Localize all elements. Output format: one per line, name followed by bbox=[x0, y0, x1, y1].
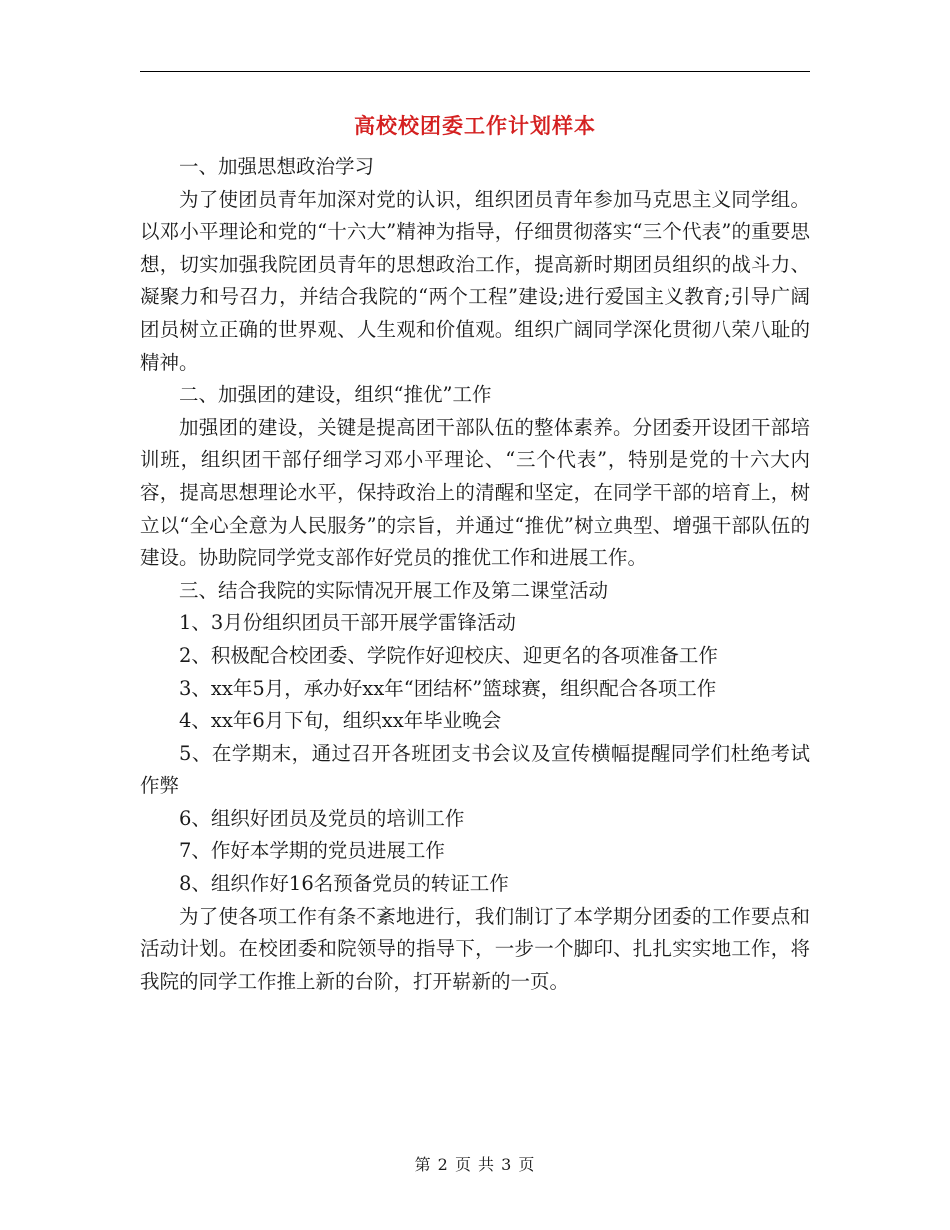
section-heading-2: 二、加强团的建设，组织“推优”工作 bbox=[179, 383, 492, 407]
list-item: 8、组织作好16名预备党员的转证工作 bbox=[179, 872, 509, 896]
paragraph: 为了使团员青年加深对党的认识，组织团员青年参加马克思主义同学组。以邓小平理论和党的“十六大”精神为指导，仔细贯彻落实“三个代表”的重要思想，切实加强我院团员青年的思想政治工作，提高新时期团员组织的战斗力、凝聚力和号召力，并结合我院的“两个工程”建设;进行爱国主义教育;引导广阔团员树立正确的世界观、人生观和价值观。组织广阔同学深化贯彻八荣八耻的精神。 bbox=[140, 187, 811, 374]
document-title: 高校校团委工作计划样本 bbox=[354, 113, 596, 138]
list-item: 5、在学期末，通过召开各班团支书会议及宣传横幅提醒同学们杜绝考试作弊 bbox=[140, 741, 810, 798]
section-heading-1: 一、加强思想政治学习 bbox=[179, 155, 375, 178]
list-item: 6、组织好团员及党员的培训工作 bbox=[179, 806, 465, 830]
list-item: 4、xx年6月下旬，组织xx年毕业晚会 bbox=[179, 709, 502, 733]
paragraph: 加强团的建设，关键是提高团干部队伍的整体素养。分团委开设团干部培训班，组织团干部仔细学习邓小平理论、“三个代表”，特别是党的十六大内容，提高思想理论水平，保持政治上的清醒和坚定，在同学干部的培育上，树立以“全心全意为人民服务”的宗旨，并通过“推优”树立典型、增强干部队伍的建设。协助院同学党支部作好党员的推优工作和进展工作。 bbox=[140, 415, 810, 570]
header-rule bbox=[140, 71, 810, 72]
document-body bbox=[140, 151, 810, 998]
list-item: 1、3月份组织团员干部开展学雷锋活动 bbox=[179, 611, 516, 635]
list-item: 2、积极配合校团委、学院作好迎校庆、迎更名的各项准备工作 bbox=[179, 643, 718, 667]
list-item: 3、xx年5月，承办好xx年“团结杯”篮球赛，组织配合各项工作 bbox=[179, 676, 717, 700]
paragraph: 为了使各项工作有条不紊地进行，我们制订了本学期分团委的工作要点和活动计划。在校团委和院领导的指导下，一步一个脚印、扎扎实实地工作，将我院的同学工作推上新的台阶，打开崭新的一页。 bbox=[140, 904, 810, 993]
section-heading-3: 三、结合我院的实际情况开展工作及第二课堂活动 bbox=[179, 578, 609, 602]
list-item: 7、作好本学期的党员进展工作 bbox=[179, 839, 445, 863]
page-number: 第 2 页 共 3 页 bbox=[414, 1155, 536, 1174]
